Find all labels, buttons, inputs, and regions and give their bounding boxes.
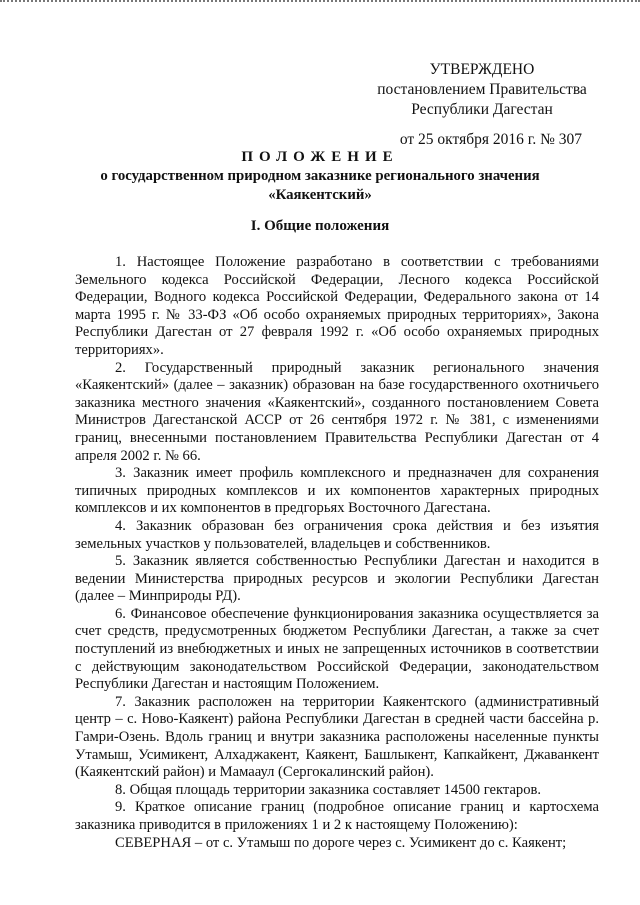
paragraph-4: 4. Заказник образован без ограничения срока действия и без изъятия земельных участков у пользователей, владельцев и собственников. bbox=[75, 517, 599, 552]
paragraph-1: 1. Настоящее Положение разработано в соответствии с требованиями Земельного кодекса Российской Федерации, Лесного кодекса Российской Федерации, Водного кодекса Российской Федерации, Федерального закона от 14 марта 1995 г. № 33-ФЗ «Об особо охраняемых природных территориях», Закона Республики Дагестан от 27 февраля 1992 г. «Об особо охраняемых природных территориях». bbox=[75, 254, 599, 358]
paragraph-6: 6. Финансовое обеспечение функционирования заказника осуществляется за счет средств, предусмотренных бюджетом Республики Дагестан, а также за счет поступлений из внебюджетных и иных не запрещенных источников в соответствии с действующим законодательством Российской Федерации, законодательством Республики Дагестан и настоящим Положением. bbox=[75, 605, 599, 693]
document-title bbox=[70, 148, 570, 205]
page-top-edge bbox=[0, 0, 640, 8]
paragraph-northern-border: СЕВЕРНАЯ – от с. Утамыш по дороге через с. Усимикент до с. Каякент; bbox=[115, 834, 567, 851]
title-line-2: «Каякентский» bbox=[268, 187, 372, 203]
paragraph-9: 9. Краткое описание границ (подробное описание границ и картосхема заказника приводится в приложениях 1 и 2 к настоящему Положению): bbox=[75, 799, 599, 833]
title-word: ПОЛОЖЕНИЕ bbox=[241, 149, 399, 165]
approval-stamp bbox=[372, 60, 592, 150]
paragraph-8: 8. Общая площадь территории заказника составляет 14500 гектаров. bbox=[115, 781, 542, 798]
paragraph-2: 2. Государственный природный заказник регионального значения «Каякентский» (далее – заказник) образован на базе государственного охотничьего заказника местного значения «Каякентский», созданного постановлением Совета Министров Дагестанской АССР от 26 сентября 1972 г. № 381, с изменениями границ, внесенными постановлением Правительства Республики Дагестан от 4 апреля 2002 г. № 66. bbox=[75, 359, 599, 464]
title-line-1: о государственном природном заказнике регионального значения bbox=[100, 168, 540, 184]
document-body bbox=[75, 254, 599, 852]
paragraph-5: 5. Заказник является собственностью Республики Дагестан и находится в ведении Министерства природных ресурсов и экологии Республики Дагестан (далее – Минприроды РД). bbox=[75, 553, 599, 605]
section-heading: I. Общие положения bbox=[250, 218, 390, 234]
paragraph-7: 7. Заказник расположен на территории Каякентского (административный центр – с. Ново-Каякент) района Республики Дагестан в средней части бассейна р. Гамри-Озень. Вдоль границ и внутри заказника расположены населенные пункты Утамыш, Усимикент, Алхаджакент, Каякент, Башлыкент, Капкайкент, Джаванкент (Каякентский район) и Мамааул (Сергокалинский район). bbox=[75, 693, 599, 781]
approval-label: УТВЕРЖДЕНО bbox=[429, 61, 535, 78]
approval-date: от 25 октября 2016 г. № 307 bbox=[399, 131, 582, 148]
approval-line-2: Республики Дагестан bbox=[411, 101, 553, 118]
paragraph-3: 3. Заказник имеет профиль комплексного и предназначен для сохранения типичных природных комплексов и их компонентов характерных природных комплексов и их компонентов в предгорьях Восточного Дагестана. bbox=[75, 465, 599, 517]
approval-line-1: постановлением Правительства bbox=[377, 81, 587, 98]
